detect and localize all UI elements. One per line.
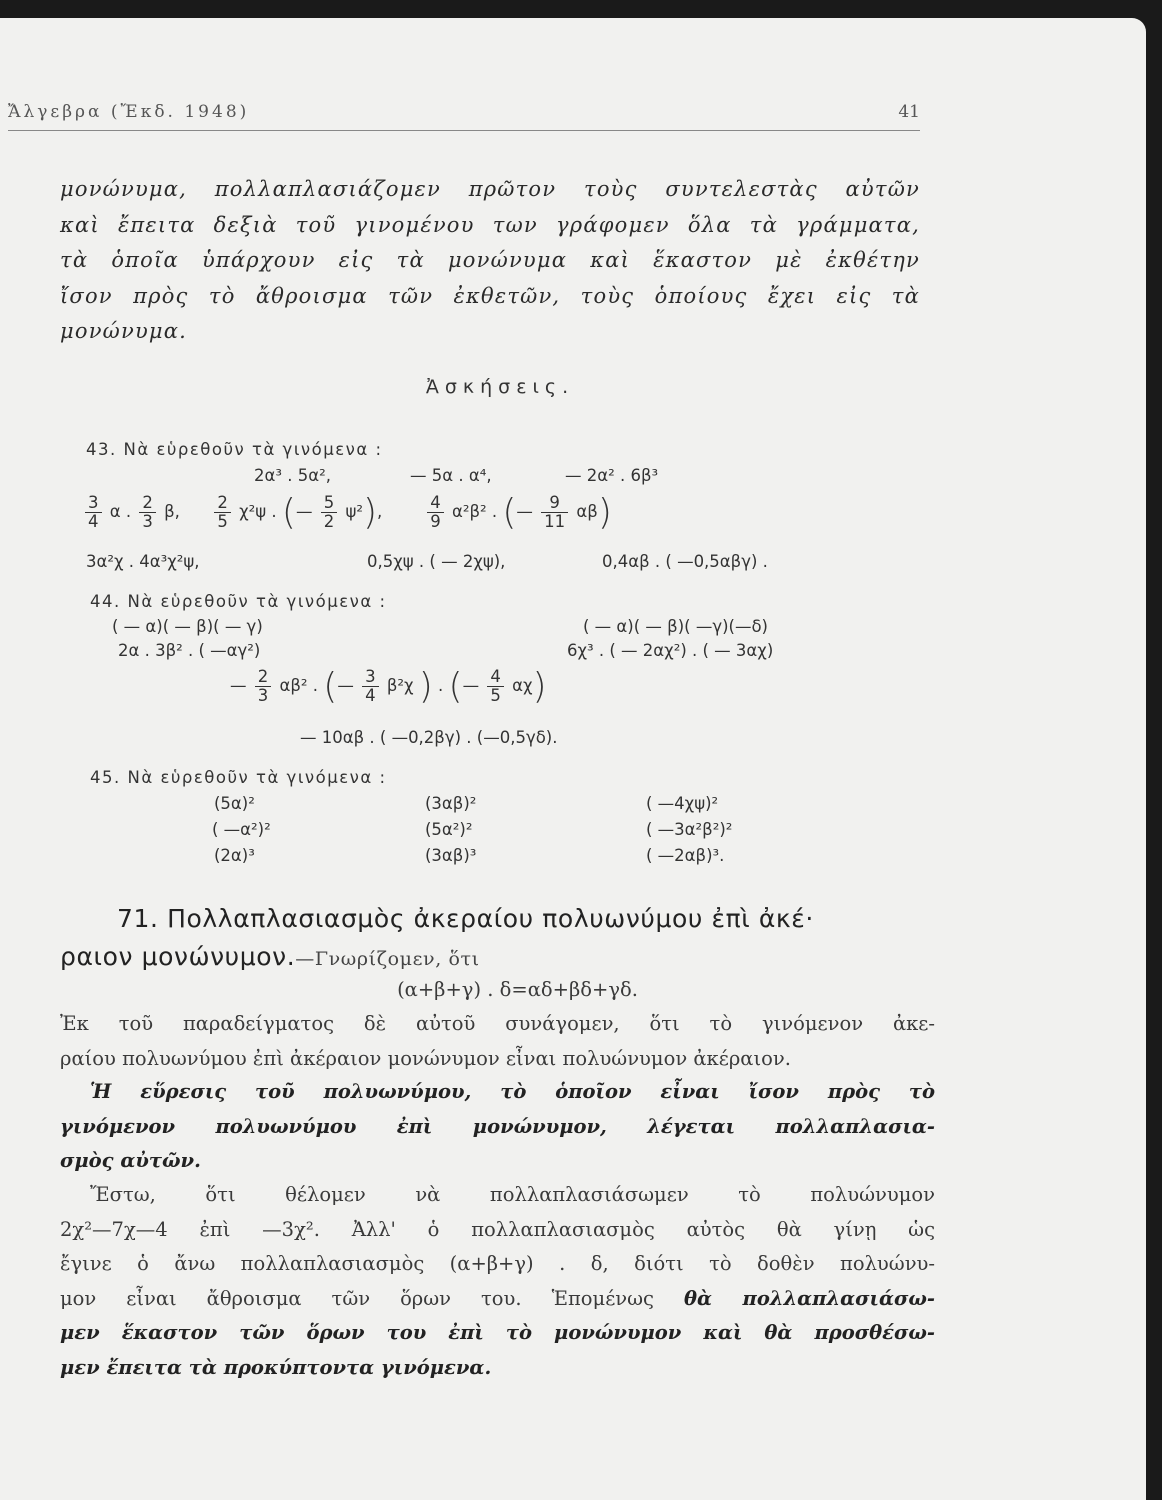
fraction: $\frac{2}{5}$ xyxy=(214,494,231,531)
ex45-expr: ( —α²)² xyxy=(212,820,271,839)
ex43-expr: 2α³ . 5α², xyxy=(254,466,331,485)
intro-line: ἴσον πρὸς τὸ ἄθροισμα τῶν ἐκθετῶν, τοὺς ὁποίους ἔχει εἰς τὰ xyxy=(60,283,920,308)
intro-line: μονώνυμα. xyxy=(60,319,188,343)
intro-line: καὶ ἔπειτα δεξιὰ τοῦ γινομένου των γράφομεν ὅλα τὰ γράμματα, xyxy=(60,212,920,237)
ex45-expr: (3αβ)³ xyxy=(425,846,477,865)
ex43-title: 43. Νὰ εὑρεθοῦν τὰ γινόμενα : xyxy=(86,440,383,459)
text-line: μεν ἕκαστον τῶν ὅρων του ἐπὶ τὸ μονώνυμον καὶ θὰ προσθέσω- xyxy=(60,1321,935,1344)
text-line: ραίου πολυωνύμου ἐπὶ ἀκέραιον μονώνυμον εἶναι πολυώνυμον ἀκέραιον. xyxy=(60,1046,791,1070)
ex44-title: 44. Νὰ εὑρεθοῦν τὰ γινόμενα : xyxy=(90,592,387,611)
ex44-row3: — $\frac{2}{3}$ αβ² . (— $\frac{3}{4}$ β²χ ) . (— $\frac{4}{5}$ αχ) xyxy=(230,666,547,707)
ex43-expr: — 5α . α⁴, xyxy=(410,466,492,485)
text-line: Ἔστω, ὅτι θέλομεν νὰ πολλαπλασιάσωμεν τὸ πολυώνυμον xyxy=(90,1183,935,1206)
fraction: $\frac{4}{9}$ xyxy=(427,494,444,531)
definition-paragraph xyxy=(60,1075,935,1179)
section-heading: 71. Πολλαπλασιασμὸς ἀκεραίου πολυωνύμου ἐπὶ ἀκέ· xyxy=(117,904,814,933)
ex44-expr: ( — α)( — β)( —γ)(—δ) xyxy=(583,617,768,636)
running-header xyxy=(8,100,920,131)
exercises-heading: Ἀσκήσεις. xyxy=(425,376,575,398)
text-line: μον εἶναι ἄθροισμα τῶν ὅρων του. Ἑπομένως θὰ πολλαπλασιάσω- xyxy=(60,1286,935,1310)
ex45-expr: ( —3α²β²)² xyxy=(646,820,733,839)
header-title: Ἄλγεβρα (Ἔκδ. 1948) xyxy=(8,102,250,122)
ex43-expr: 0,4αβ . ( —0,5αβγ) . xyxy=(602,552,768,571)
text-line: 2χ²—7χ—4 ἐπὶ —3χ². Ἀλλ' ὁ πολλαπλασιασμὸς αὐτὸς θὰ γίνῃ ὡς xyxy=(60,1217,935,1241)
ex45-expr: (5α)² xyxy=(214,794,255,813)
formula-line xyxy=(60,973,935,1008)
fraction: $\frac{3}{4}$ xyxy=(85,494,102,531)
formula: (α+β+γ) . δ=αδ+βδ+γδ. xyxy=(397,978,638,1001)
ex43-expr: — 2α² . 6β³ xyxy=(565,466,659,485)
ex45-expr: ( —2αβ)³. xyxy=(646,846,725,865)
page-number: 41 xyxy=(898,102,920,122)
ex44-expr: 6χ³ . ( — 2αχ²) . ( — 3αχ) xyxy=(567,641,774,660)
text-line: Ἡ εὕρεσις τοῦ πολυωνύμου, τὸ ὁποῖον εἶναι ἴσον πρὸς τὸ xyxy=(90,1080,935,1103)
ex43-row2: $\frac{3}{4}$ α . $\frac{2}{3}$ β, $\frac{2}{5}$ χ²ψ . (— $\frac{5}{2}$ ψ²), $\frac{4}{9}$ α²β² . (— $\frac{9}{11}$ αβ) xyxy=(82,492,612,533)
ex44-expr: — 10αβ . ( —0,2βγ) . (—0,5γδ). xyxy=(300,728,558,747)
paragraph xyxy=(60,1178,935,1385)
fraction: $\frac{5}{2}$ xyxy=(321,494,338,531)
fraction: $\frac{9}{11}$ xyxy=(541,494,568,531)
ex45-expr: (3αβ)² xyxy=(425,794,477,813)
fraction: $\frac{3}{4}$ xyxy=(362,668,379,705)
ex44-expr: 2α . 3β² . ( —αγ²) xyxy=(118,641,261,660)
ex43-expr: 0,5χψ . ( — 2χψ), xyxy=(367,552,506,571)
text-line: μεν ἔπειτα τὰ προκύπτοντα γινόμενα. xyxy=(60,1355,492,1379)
intro-line: μονώνυμα, πολλαπλασιάζομεν πρῶτον τοὺς συντελεστὰς αὐτῶν xyxy=(60,177,920,201)
ex43-expr: 3α²χ . 4α³χ²ψ, xyxy=(86,552,200,571)
ex45-title: 45. Νὰ εὑρεθοῦν τὰ γινόμενα : xyxy=(90,768,387,787)
ex45-expr: (5α²)² xyxy=(425,820,473,839)
ex45-expr: ( —4χψ)² xyxy=(646,794,719,813)
fraction: $\frac{2}{3}$ xyxy=(139,494,156,531)
paragraph xyxy=(60,1007,935,1076)
fraction: $\frac{2}{3}$ xyxy=(255,668,272,705)
text-line: γινόμενον πολυωνύμου ἐπὶ μονώνυμον, λέγεται πολλαπλασια- xyxy=(60,1114,935,1138)
text-line: ἔγινε ὁ ἄνω πολλαπλασιασμὸς (α+β+γ) . δ, διότι τὸ δοθὲν πολυώνυ- xyxy=(60,1252,935,1275)
section-heading-cont: ραιον μονώνυμον.—Γνωρίζομεν, ὅτι xyxy=(60,942,480,971)
ex45-expr: (2α)³ xyxy=(214,846,255,865)
fraction: $\frac{4}{5}$ xyxy=(487,668,504,705)
intro-line: τὰ ὁποῖα ὑπάρχουν εἰς τὰ μονώνυμα καὶ ἕκαστον μὲ ἐκθέτην xyxy=(60,248,920,272)
intro-paragraph xyxy=(60,172,920,350)
ex44-expr: ( — α)( — β)( — γ) xyxy=(112,617,263,636)
text-line: Ἐκ τοῦ παραδείγματος δὲ αὐτοῦ συνάγομεν, ὅτι τὸ γινόμενον ἀκε- xyxy=(60,1012,935,1035)
text-line: σμὸς αὐτῶν. xyxy=(60,1149,201,1172)
